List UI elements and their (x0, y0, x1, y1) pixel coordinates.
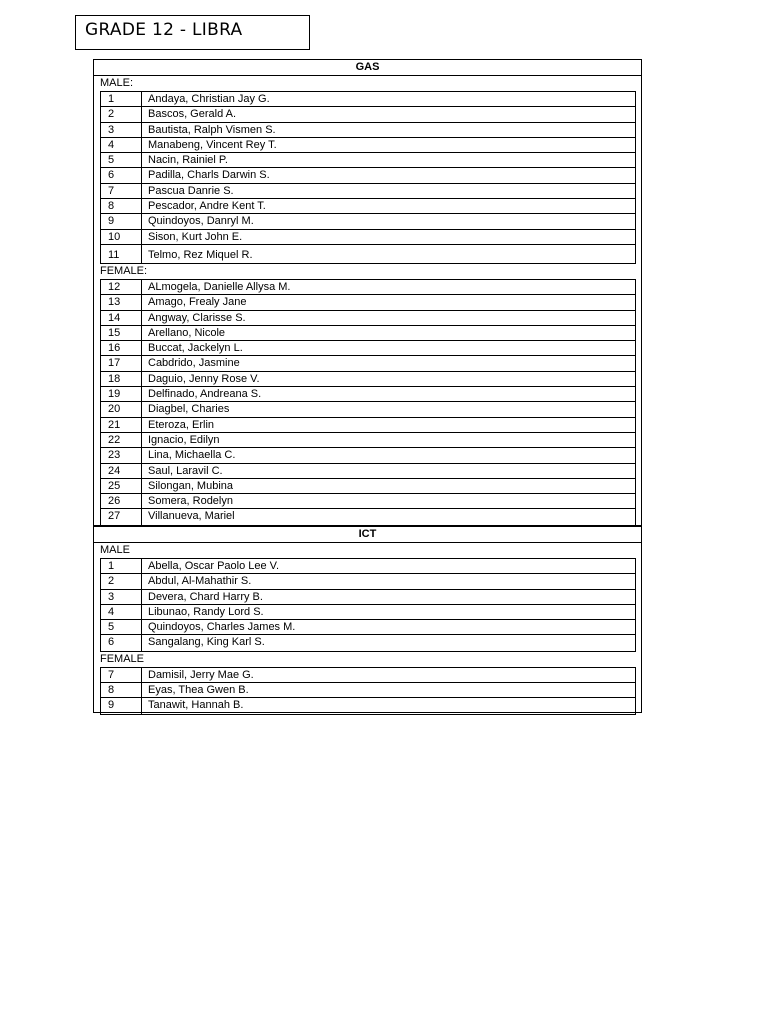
group-label-female: FEMALE (100, 652, 145, 665)
table-row (101, 605, 635, 620)
table-row (101, 138, 635, 153)
student-number: 2 (101, 574, 142, 588)
student-name: Diagbel, Charies (148, 403, 230, 416)
student-name: Somera, Rodelyn (148, 495, 233, 508)
table-row (101, 153, 635, 168)
table-row (101, 387, 635, 402)
student-number: 8 (101, 199, 142, 213)
student-name: Padilla, Charls Darwin S. (148, 169, 270, 182)
student-number: 5 (101, 620, 142, 634)
student-name: Pascua Danrie S. (148, 184, 234, 197)
student-number: 26 (101, 494, 142, 508)
student-name: Abella, Oscar Paolo Lee V. (148, 560, 280, 572)
student-number: 25 (101, 479, 142, 493)
student-name: Lina, Michaella C. (148, 449, 236, 462)
table-row (101, 372, 635, 387)
student-number: 10 (101, 230, 142, 244)
student-number: 16 (101, 341, 142, 355)
student-name: Damisil, Jerry Mae G. (148, 668, 254, 681)
student-number: 5 (101, 153, 142, 167)
student-name: Saul, Laravil C. (148, 464, 223, 477)
table-row (101, 559, 635, 574)
table-row (101, 574, 635, 589)
student-number: 15 (101, 326, 142, 340)
table-row (101, 326, 635, 341)
student-name: Delfinado, Andreana S. (148, 388, 262, 401)
table-row (101, 402, 635, 417)
student-number: 4 (101, 605, 142, 619)
student-number: 11 (101, 245, 142, 263)
student-number: 2 (101, 107, 142, 121)
roster-table (100, 279, 636, 526)
student-number: 6 (101, 635, 142, 650)
table-row (101, 295, 635, 310)
student-number: 19 (101, 387, 142, 401)
student-name: Cabdrido, Jasmine (148, 357, 240, 370)
page-title: GRADE 12 - LIBRA (75, 15, 310, 50)
section-ict (93, 526, 642, 713)
student-number: 9 (101, 698, 142, 713)
student-name: Buccat, Jackelyn L. (148, 342, 243, 355)
group-label-male: MALE: (100, 77, 134, 89)
student-number: 7 (101, 184, 142, 198)
student-name: Libunao, Randy Lord S. (148, 605, 264, 618)
roster-table (100, 91, 636, 264)
student-name: Ignacio, Edilyn (148, 433, 220, 446)
table-row (101, 448, 635, 463)
table-row (101, 464, 635, 479)
student-name: Eteroza, Erlin (148, 418, 215, 431)
student-name: Nacin, Rainiel P. (148, 154, 228, 167)
student-name: Villanueva, Mariel (148, 510, 235, 523)
student-number: 21 (101, 418, 142, 432)
student-number: 3 (101, 590, 142, 604)
student-number: 17 (101, 356, 142, 370)
table-row (101, 356, 635, 371)
table-row (101, 698, 635, 713)
student-number: 4 (101, 138, 142, 152)
student-number: 3 (101, 123, 142, 137)
table-row (101, 311, 635, 326)
student-name: ALmogela, Danielle Allysa M. (148, 280, 291, 293)
student-number: 12 (101, 280, 142, 294)
section-header: ICT (94, 527, 641, 543)
student-name: Pescador, Andre Kent T. (148, 200, 266, 213)
student-number: 6 (101, 168, 142, 182)
table-row (101, 635, 635, 650)
student-name: Quindoyos, Danryl M. (148, 215, 254, 228)
student-name: Tanawit, Hannah B. (148, 699, 244, 712)
section-header: GAS (94, 60, 641, 76)
student-name: Manabeng, Vincent Rey T. (148, 138, 277, 151)
student-number: 8 (101, 683, 142, 697)
student-name: Bautista, Ralph Vismen S. (148, 123, 276, 136)
student-name: Devera, Chard Harry B. (148, 590, 263, 603)
student-number: 13 (101, 295, 142, 309)
roster-table (100, 558, 636, 652)
table-row (101, 214, 635, 229)
student-number: 9 (101, 214, 142, 228)
student-name: Abdul, Al-Mahathir S. (148, 575, 252, 588)
student-name: Andaya, Christian Jay G. (148, 93, 270, 105)
table-row (101, 590, 635, 605)
table-row (101, 123, 635, 138)
student-name: Amago, Frealy Jane (148, 296, 247, 309)
table-row (101, 230, 635, 245)
student-number: 18 (101, 372, 142, 386)
student-name: Sangalang, King Karl S. (148, 636, 265, 649)
student-number: 14 (101, 311, 142, 325)
student-number: 27 (101, 509, 142, 524)
student-name: Silongan, Mubina (148, 479, 234, 492)
table-row (101, 683, 635, 698)
student-number: 23 (101, 448, 142, 462)
group-label-female: FEMALE: (100, 264, 148, 277)
student-number: 1 (101, 92, 142, 106)
table-row (101, 92, 635, 107)
student-number: 24 (101, 464, 142, 478)
student-number: 20 (101, 402, 142, 416)
table-row (101, 199, 635, 214)
student-name: Telmo, Rez Miquel R. (148, 248, 253, 261)
table-row (101, 479, 635, 494)
table-row (101, 184, 635, 199)
student-number: 1 (101, 559, 142, 573)
table-row (101, 418, 635, 433)
roster-table (100, 667, 636, 715)
student-name: Arellano, Nicole (148, 326, 226, 339)
table-row (101, 509, 635, 524)
table-row (101, 245, 635, 263)
table-row (101, 107, 635, 122)
student-name: Eyas, Thea Gwen B. (148, 684, 249, 697)
student-name: Sison, Kurt John E. (148, 230, 243, 243)
student-name: Daguio, Jenny Rose V. (148, 372, 260, 385)
table-row (101, 168, 635, 183)
group-label-male: MALE (100, 544, 130, 556)
table-row (101, 341, 635, 356)
student-name: Quindoyos, Charles James M. (148, 621, 296, 634)
student-number: 22 (101, 433, 142, 447)
table-row (101, 494, 635, 509)
student-name: Bascos, Gerald A. (148, 108, 237, 121)
table-row (101, 280, 635, 295)
table-row (101, 433, 635, 448)
section-gas (93, 59, 642, 526)
student-number: 7 (101, 668, 142, 682)
table-row (101, 620, 635, 635)
table-row (101, 668, 635, 683)
student-name: Angway, Clarisse S. (148, 311, 246, 324)
